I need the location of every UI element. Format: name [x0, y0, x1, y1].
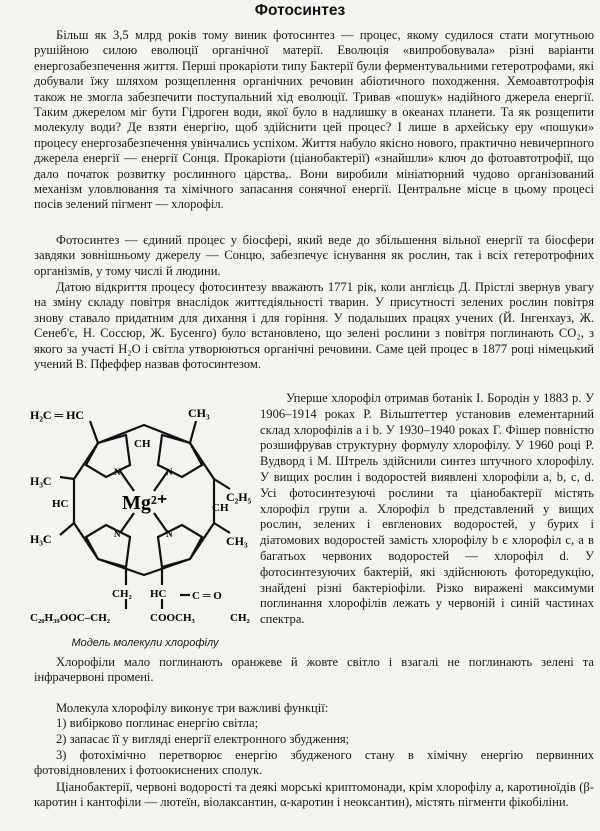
molecule-caption: Модель молекули хлорофілу — [71, 637, 219, 649]
n2-label: N — [166, 467, 173, 477]
h3c-left-bottom-label: H₃C — [30, 532, 52, 546]
ester-label: C₂₀H₃₉OOC–CH₂ — [30, 612, 111, 624]
ch-right-label: CH — [212, 502, 229, 514]
cooch3-label: COOCH₃ — [150, 612, 195, 624]
c2h5-label: C₂H₅ — [226, 490, 252, 504]
pyrrole-ring-4 — [158, 525, 202, 567]
paragraph-functions: Молекула хлорофілу виконує три важливі функції: — [56, 701, 329, 715]
c-o-label: C ═ O — [192, 590, 222, 602]
function-item-2: 2) запасає її у вигляді енергії електронного збудження; — [56, 732, 350, 746]
n4-label: N — [166, 529, 173, 539]
n3-label: N — [114, 529, 121, 539]
ch3-top-label: CH₃ — [188, 406, 210, 420]
function-item-1: 1) вибірково поглинає енергію світла; — [56, 716, 259, 730]
function-item-3: 3) фотохімічно перетворює енергію збудженого стану в хімічну енергію первинних фотовідновлених і фотоокиснених сполук. — [34, 748, 594, 778]
ch2-label-2: CH₂ — [230, 612, 250, 624]
pyrrole-ring-3 — [86, 525, 130, 567]
paragraph-intro: Більш як 3,5 млрд років тому виник фотосинтез — процес, якому судилося стати могутньою рушійною силою еволюції органічної матерії. Еволюція «випробовувала» різні варіанти енергозабезпечення життя. Перші прокаріоти типу Бактерії були ферментувальними гетеротрофами, які добували їжу шляхом розщеплення органічних речовин абіотичного походження. Хемоавтотрофія також не змогла забезпечити поступальний хід еволюції. Тривав «пошук» надійного джерела енергії. Таким джерелом міг бути Гідроген води, якої було в надлишку в океанах планети. Та як розщепити молекулу води? Де взяти енергію, щоб здійснити цей процес? І лише в архейську еру «пошуки» процесу енергозабезпечення увінчались успіхом. Життя набуло якісно нового, практично невичерпного джерела енергії — енергії Сонця. Прокаріоти (ціанобактерії) «знайшли» ключ до фотоавтотрофії, що дало початок розвитку рослинного царства,. Вони виробили мініатюрний чудово організований механізм уловлювання та хімічного запасання сонячної енергії. Центральне місце в цьому процесі посів зелений пігмент — хлорофіл. — [34, 28, 594, 212]
page-title: Фотосинтез — [254, 2, 346, 19]
pyrrole-ring-2 — [158, 435, 202, 477]
mg-center-label: Mg²⁺ — [122, 492, 168, 514]
vinyl-label: H₂C ═ HC — [30, 408, 85, 422]
h3c-left-top-label: H₃C — [30, 474, 52, 488]
ch-top-label: CH — [134, 438, 151, 450]
n1-label: N — [114, 467, 121, 477]
hc-bottom-label: HC — [150, 588, 167, 600]
ch3-right-bottom-label: CH₃ — [226, 534, 248, 548]
paragraph-absorption: Хлорофіли мало поглинають оранжеве й жовте світло і взагалі не поглинають зелені та інфрачервоні промені. — [34, 655, 594, 685]
ch2-label-1: CH₂ — [112, 588, 132, 600]
paragraph-pigments: Ціанобактерії, червоні водорості та деякі морські криптомонади, крім хлорофілу a, каротиноїдів (β-каротин і кантофіли — лютеїн, віолаксантин, α-каротин і неоксантин), містять пігменти фікобіліни. — [34, 780, 594, 810]
pyrrole-ring-1 — [86, 435, 130, 477]
chlorophyll-molecule-diagram — [30, 395, 258, 627]
paragraph-history: Уперше хлорофіл отримав ботанік І. Бородін у 1883 р. У 1906–1914 роках Р. Вільштеттер установив елементарний склад хлорофілів a і b. У 1930–1940 роках Г. Фішер повністю розшифрував структурну формулу хлорофілу. У 1960 році Р. Вудворд і М. Штрель здійснили синтез штучного хлорофілу. У вищих рослин і водоростей виявлені хлорофіли a, b, c, d. Усі фотосинтезуючі рослини та ціанобактерії містять хлорофіл групи a. Хлорофіл b представлений у вищих рослин, зелених і евгленових водоростей, у бурих і діатомових водоростей замість хлорофілу b є хлорофіл c, а в багатьох червоних водоростей — хлорофіл d. У фотосинтезуючих бактерій, які здійснюють фоторедукцію, знайдені різні бактеріофіли. Різко виражені максимуми поглинання хлорофілів лежать у червоній і синій частинах спектра. — [260, 391, 594, 627]
paragraph-discovery: Датою відкриття процесу фотосинтезу вважають 1771 рік, коли англієць Д. Прістлі звернув увагу на зміну складу повітря внаслідок життєдіяльності тварин. У присутності зелених рослин повітря знову ставало придатним для дихання і для горіння. У подальших працях учених (Й. Інгенхауз, Ж. Сенеб'є, Н. Соссюр, Ж. Бусенго) було встановлено, що зелені рослини з повітря поглинають CO₂, з якого за участі H₂O і світла утворюються органічні речовини. Саме цей процес в 1877 році німецький учений В. Пфеффер назвав фотосинтезом. — [34, 280, 594, 372]
paragraph-biosphere: Фотосинтез — єдиний процес у біосфері, який веде до збільшення вільної енергії та біосфери завдяки зовнішньому джерелу — Сонцю, забезпечує існування як рослин, так і всіх гетеротрофних організмів, у тому числі й людини. — [34, 233, 594, 278]
hc-left-label: HC — [52, 498, 69, 510]
